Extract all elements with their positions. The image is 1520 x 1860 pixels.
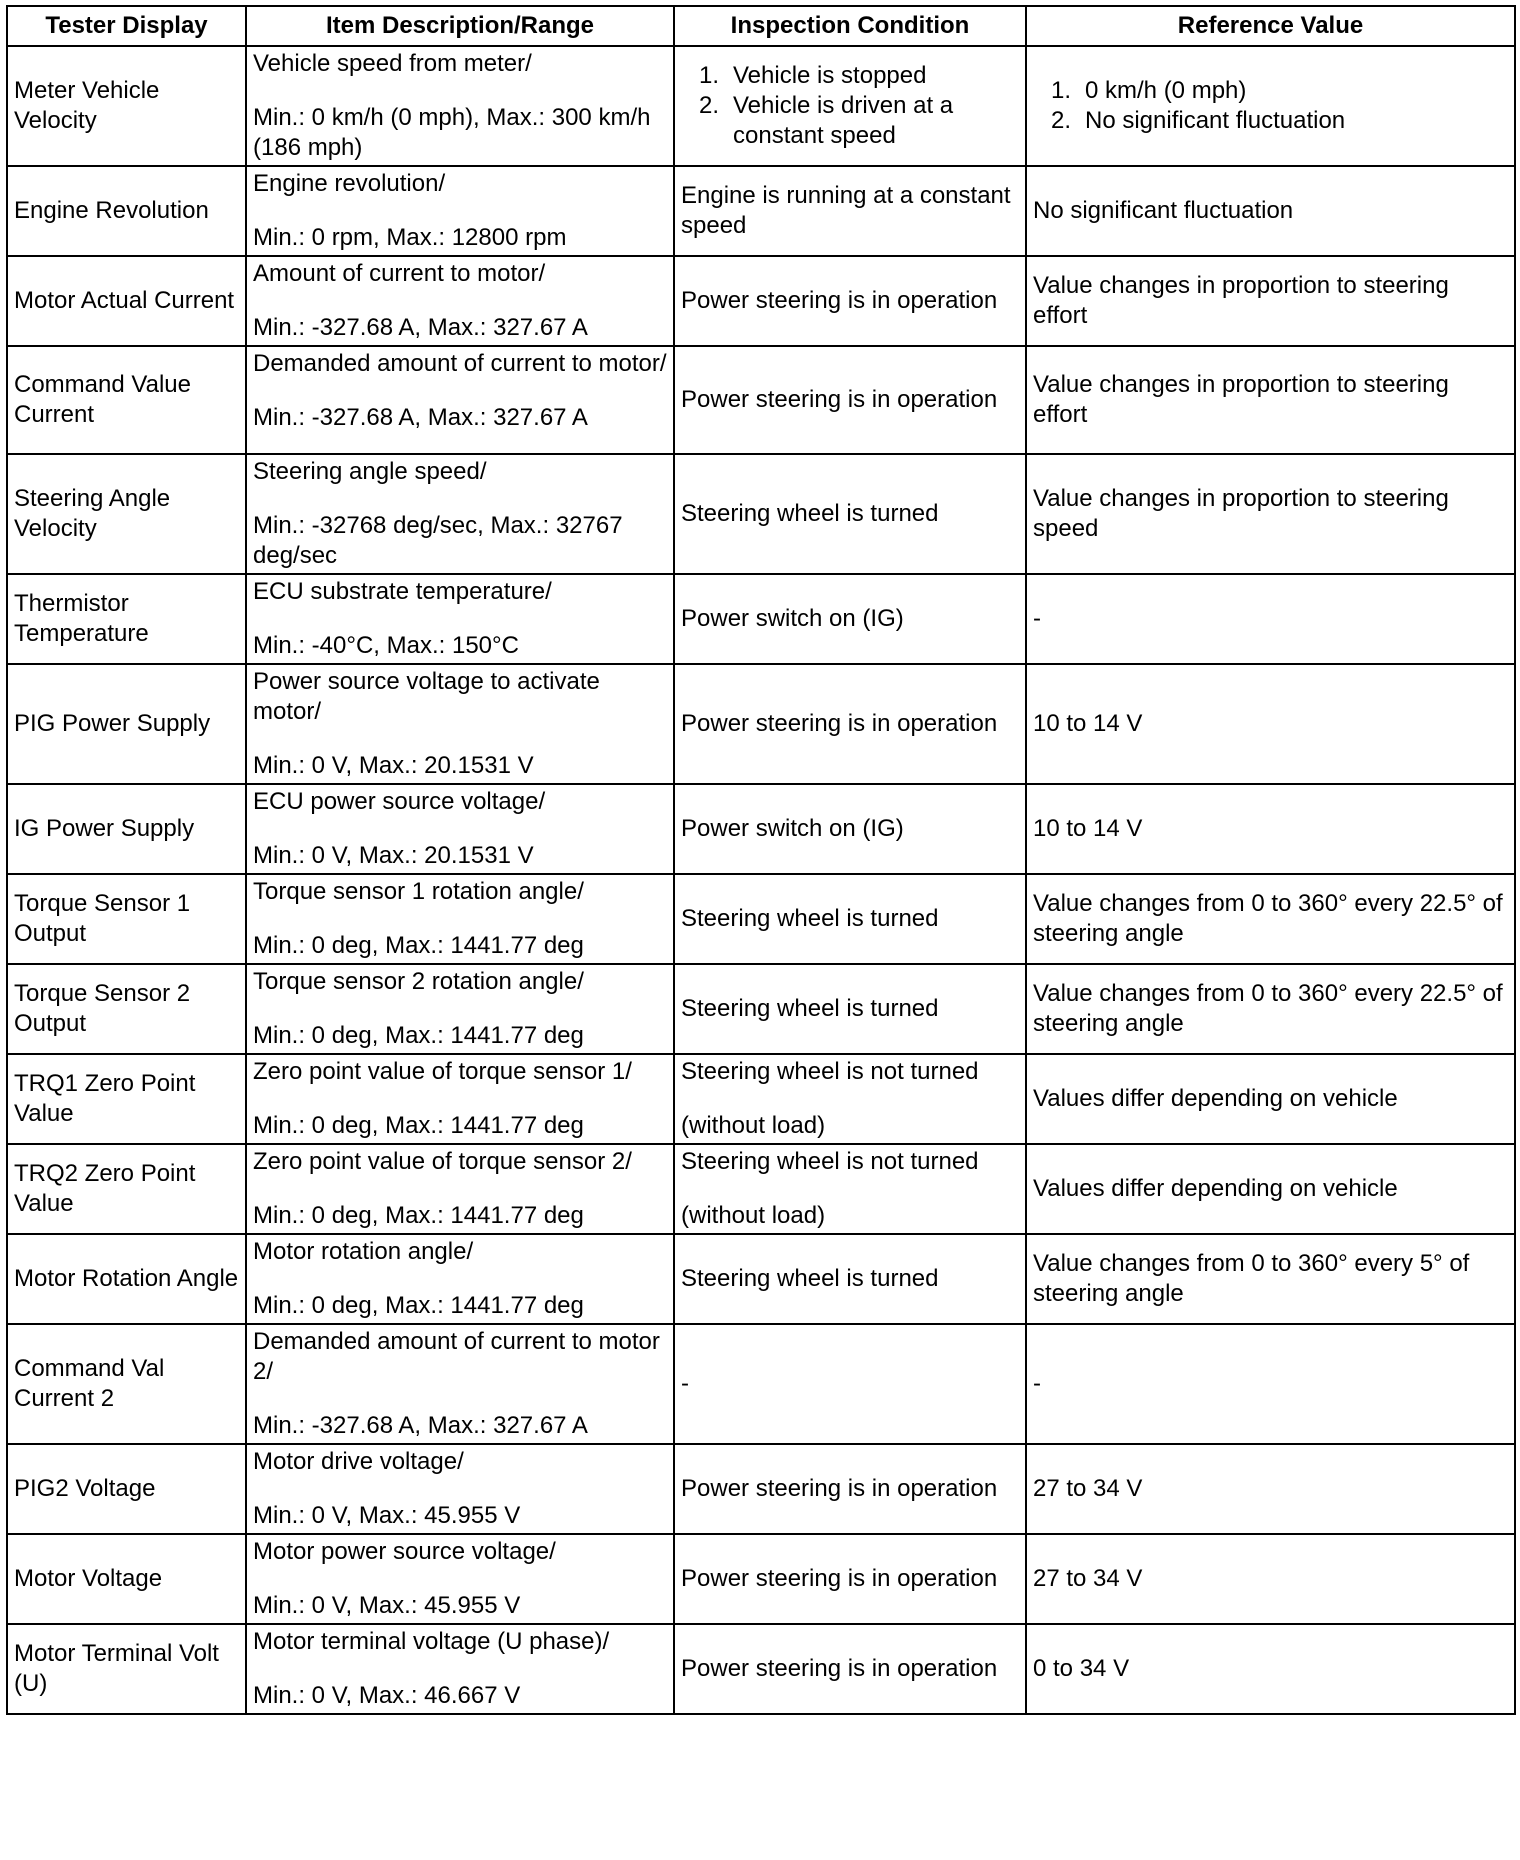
tester-display-cell bbox=[7, 574, 246, 664]
table-row bbox=[7, 1144, 1515, 1234]
reference-text: 10 to 14 V bbox=[1033, 815, 1143, 842]
table-row bbox=[7, 46, 1515, 166]
inspection-condition-cell bbox=[674, 574, 1026, 664]
item-description-text: Demanded amount of current to motor 2/ bbox=[253, 1328, 660, 1385]
tester-display-cell bbox=[7, 454, 246, 574]
tester-display-text: Meter Vehicle Velocity bbox=[14, 77, 160, 134]
tester-display-text: Thermistor Temperature bbox=[14, 590, 149, 647]
reference-text: No significant fluctuation bbox=[1033, 197, 1294, 224]
description-spacer bbox=[253, 1087, 667, 1111]
condition-text: Vehicle is stopped bbox=[733, 62, 927, 89]
item-description-text: ECU substrate temperature/ bbox=[253, 578, 552, 605]
tester-display-text: Engine Revolution bbox=[14, 197, 209, 224]
header-inspection-condition: Inspection Condition bbox=[674, 6, 1026, 46]
inspection-condition-cell bbox=[674, 454, 1026, 574]
reference-text: Value changes from 0 to 360° every 5° of steering angle bbox=[1033, 1250, 1470, 1307]
item-description-text: Torque sensor 2 rotation angle/ bbox=[253, 968, 584, 995]
condition-spacer bbox=[681, 1087, 1019, 1111]
table-row bbox=[7, 1444, 1515, 1534]
inspection-condition-cell bbox=[674, 46, 1026, 166]
item-range-text: Min.: 0 rpm, Max.: 12800 rpm bbox=[253, 224, 567, 251]
reference-value-cell bbox=[1026, 784, 1515, 874]
reference-value-cell bbox=[1026, 1444, 1515, 1534]
reference-value-cell bbox=[1026, 166, 1515, 256]
tester-display-cell bbox=[7, 346, 246, 454]
item-range-text: Min.: 0 V, Max.: 45.955 V bbox=[253, 1592, 521, 1619]
condition-text: Power switch on (IG) bbox=[681, 815, 904, 842]
reference-text: - bbox=[1033, 605, 1041, 632]
inspection-condition-cell bbox=[674, 1324, 1026, 1444]
description-spacer bbox=[253, 607, 667, 631]
tester-display-text: PIG2 Voltage bbox=[14, 1475, 156, 1502]
reference-value-cell bbox=[1026, 574, 1515, 664]
tester-display-cell bbox=[7, 46, 246, 166]
item-description-cell bbox=[246, 1324, 674, 1444]
tester-display-text: Torque Sensor 2 Output bbox=[14, 980, 191, 1037]
reference-value-cell bbox=[1026, 1324, 1515, 1444]
inspection-condition-cell bbox=[674, 1234, 1026, 1324]
tester-display-cell bbox=[7, 1624, 246, 1714]
header-row bbox=[7, 6, 1515, 46]
table-row bbox=[7, 664, 1515, 784]
item-description-cell bbox=[246, 1444, 674, 1534]
reference-value-cell bbox=[1026, 1054, 1515, 1144]
item-description-text: Zero point value of torque sensor 1/ bbox=[253, 1058, 632, 1085]
item-description-cell bbox=[246, 454, 674, 574]
table-row bbox=[7, 1234, 1515, 1324]
reference-text: 27 to 34 V bbox=[1033, 1475, 1143, 1502]
inspection-condition-cell bbox=[674, 874, 1026, 964]
item-description-cell bbox=[246, 46, 674, 166]
condition-text: Power switch on (IG) bbox=[681, 605, 904, 632]
condition-text: Power steering is in operation bbox=[681, 1565, 998, 1592]
reference-value-cell bbox=[1026, 874, 1515, 964]
condition-text: Steering wheel is turned bbox=[681, 995, 939, 1022]
item-description-text: Steering angle speed/ bbox=[253, 458, 487, 485]
description-spacer bbox=[253, 1387, 667, 1411]
condition-text: - bbox=[681, 1370, 689, 1397]
tester-display-text: Command Val Current 2 bbox=[14, 1355, 165, 1412]
tester-display-text: IG Power Supply bbox=[14, 815, 195, 842]
table-row bbox=[7, 784, 1515, 874]
tester-display-text: Motor Voltage bbox=[14, 1565, 163, 1592]
inspection-condition-cell bbox=[674, 1144, 1026, 1234]
item-description-text: Motor terminal voltage (U phase)/ bbox=[253, 1628, 610, 1655]
inspection-condition-cell bbox=[674, 256, 1026, 346]
item-range-text: Min.: -40°C, Max.: 150°C bbox=[253, 632, 519, 659]
table-row bbox=[7, 1324, 1515, 1444]
table-row bbox=[7, 574, 1515, 664]
item-description-cell bbox=[246, 256, 674, 346]
item-description-cell bbox=[246, 1534, 674, 1624]
item-range-text: Min.: 0 V, Max.: 46.667 V bbox=[253, 1682, 521, 1709]
table-row bbox=[7, 1054, 1515, 1144]
table-row bbox=[7, 1624, 1515, 1714]
condition-text: Steering wheel is turned bbox=[681, 1265, 939, 1292]
condition-list bbox=[681, 61, 1019, 151]
condition-text: (without load) bbox=[681, 1112, 826, 1139]
tester-display-cell bbox=[7, 256, 246, 346]
item-range-text: Min.: 0 deg, Max.: 1441.77 deg bbox=[253, 932, 584, 959]
reference-text: Value changes from 0 to 360° every 22.5° of steering angle bbox=[1033, 890, 1503, 947]
description-spacer bbox=[253, 1657, 667, 1681]
inspection-condition-cell bbox=[674, 1054, 1026, 1144]
description-spacer bbox=[253, 199, 667, 223]
reference-value-cell bbox=[1026, 664, 1515, 784]
reference-text: Values differ depending on vehicle bbox=[1033, 1085, 1398, 1112]
header-reference-value: Reference Value bbox=[1026, 6, 1515, 46]
condition-text: Power steering is in operation bbox=[681, 386, 998, 413]
condition-list-item bbox=[681, 91, 1019, 151]
condition-text: Vehicle is driven at a constant speed bbox=[733, 92, 954, 149]
reference-value-cell bbox=[1026, 256, 1515, 346]
condition-text: Power steering is in operation bbox=[681, 1475, 998, 1502]
tester-data-table bbox=[6, 5, 1516, 1715]
reference-value-cell bbox=[1026, 1534, 1515, 1624]
item-description-cell bbox=[246, 1054, 674, 1144]
description-spacer bbox=[253, 1267, 667, 1291]
condition-list-item bbox=[681, 61, 1019, 91]
item-description-text: Motor rotation angle/ bbox=[253, 1238, 474, 1265]
description-spacer bbox=[253, 997, 667, 1021]
tester-display-cell bbox=[7, 1534, 246, 1624]
tester-display-cell bbox=[7, 1144, 246, 1234]
item-description-cell bbox=[246, 664, 674, 784]
item-description-text: Motor drive voltage/ bbox=[253, 1448, 464, 1475]
tester-display-text: Motor Actual Current bbox=[14, 287, 235, 314]
tester-display-cell bbox=[7, 1324, 246, 1444]
description-spacer bbox=[253, 727, 667, 751]
inspection-condition-cell bbox=[674, 346, 1026, 454]
reference-text: Value changes in proportion to steering effort bbox=[1033, 272, 1449, 329]
description-spacer bbox=[253, 487, 667, 511]
tester-display-text: Steering Angle Velocity bbox=[14, 485, 171, 542]
tester-display-cell bbox=[7, 1054, 246, 1144]
description-spacer bbox=[253, 1477, 667, 1501]
inspection-condition-cell bbox=[674, 664, 1026, 784]
tester-display-text: TRQ2 Zero Point Value bbox=[14, 1160, 196, 1217]
item-range-text: Min.: 0 V, Max.: 45.955 V bbox=[253, 1502, 521, 1529]
list-number: 2. bbox=[1051, 107, 1072, 134]
header-tester-display: Tester Display bbox=[7, 6, 246, 46]
item-range-text: Min.: 0 deg, Max.: 1441.77 deg bbox=[253, 1202, 584, 1229]
reference-list bbox=[1033, 76, 1508, 136]
item-range-text: Min.: -32768 deg/sec, Max.: 32767 deg/sec bbox=[253, 512, 623, 569]
condition-text: Power steering is in operation bbox=[681, 1655, 998, 1682]
inspection-condition-cell bbox=[674, 1444, 1026, 1534]
condition-text: (without load) bbox=[681, 1202, 826, 1229]
tester-display-cell bbox=[7, 664, 246, 784]
condition-text: Engine is running at a constant speed bbox=[681, 182, 1011, 239]
tester-display-text: TRQ1 Zero Point Value bbox=[14, 1070, 196, 1127]
item-description-cell bbox=[246, 346, 674, 454]
reference-value-cell bbox=[1026, 46, 1515, 166]
item-description-cell bbox=[246, 874, 674, 964]
item-range-text: Min.: -327.68 A, Max.: 327.67 A bbox=[253, 314, 588, 341]
reference-text: 27 to 34 V bbox=[1033, 1565, 1143, 1592]
inspection-condition-cell bbox=[674, 964, 1026, 1054]
condition-stack bbox=[681, 1147, 1019, 1231]
tester-display-text: Motor Terminal Volt (U) bbox=[14, 1640, 219, 1697]
list-number: 1. bbox=[1051, 77, 1072, 104]
item-range-text: Min.: 0 V, Max.: 20.1531 V bbox=[253, 842, 534, 869]
item-description-cell bbox=[246, 166, 674, 256]
inspection-condition-cell bbox=[674, 1624, 1026, 1714]
item-range-text: Min.: -327.68 A, Max.: 327.67 A bbox=[253, 1412, 588, 1439]
tester-display-cell bbox=[7, 1444, 246, 1534]
table-row bbox=[7, 874, 1515, 964]
document-page bbox=[6, 5, 1514, 1715]
reference-value-cell bbox=[1026, 1234, 1515, 1324]
reference-value-cell bbox=[1026, 346, 1515, 454]
tester-display-text: Torque Sensor 1 Output bbox=[14, 890, 191, 947]
tester-display-cell bbox=[7, 166, 246, 256]
description-spacer bbox=[253, 289, 667, 313]
item-range-text: Min.: 0 deg, Max.: 1441.77 deg bbox=[253, 1112, 584, 1139]
condition-text: Steering wheel is not turned bbox=[681, 1148, 979, 1175]
reference-text: Value changes from 0 to 360° every 22.5° of steering angle bbox=[1033, 980, 1503, 1037]
condition-text: Steering wheel is turned bbox=[681, 500, 939, 527]
tester-display-cell bbox=[7, 964, 246, 1054]
table-row bbox=[7, 166, 1515, 256]
item-description-cell bbox=[246, 784, 674, 874]
table-row bbox=[7, 346, 1515, 454]
condition-text: Power steering is in operation bbox=[681, 287, 998, 314]
item-range-text: Min.: 0 km/h (0 mph), Max.: 300 km/h (186 mph) bbox=[253, 104, 651, 161]
table-row bbox=[7, 1534, 1515, 1624]
reference-text: 0 km/h (0 mph) bbox=[1085, 77, 1247, 104]
description-spacer bbox=[253, 907, 667, 931]
reference-value-cell bbox=[1026, 964, 1515, 1054]
description-spacer bbox=[253, 79, 667, 103]
list-number: 2. bbox=[699, 92, 720, 119]
item-description-text: Zero point value of torque sensor 2/ bbox=[253, 1148, 632, 1175]
item-description-cell bbox=[246, 1234, 674, 1324]
reference-text: 10 to 14 V bbox=[1033, 710, 1143, 737]
table-row bbox=[7, 454, 1515, 574]
reference-value-cell bbox=[1026, 1624, 1515, 1714]
list-number: 1. bbox=[699, 62, 720, 89]
item-description-text: Amount of current to motor/ bbox=[253, 260, 546, 287]
item-description-cell bbox=[246, 1144, 674, 1234]
tester-display-cell bbox=[7, 784, 246, 874]
item-range-text: Min.: 0 deg, Max.: 1441.77 deg bbox=[253, 1292, 584, 1319]
condition-text: Steering wheel is not turned bbox=[681, 1058, 979, 1085]
item-description-cell bbox=[246, 964, 674, 1054]
item-description-text: ECU power source voltage/ bbox=[253, 788, 546, 815]
tester-display-cell bbox=[7, 1234, 246, 1324]
table-row bbox=[7, 964, 1515, 1054]
item-description-text: Power source voltage to activate motor/ bbox=[253, 668, 600, 725]
item-range-text: Min.: -327.68 A, Max.: 327.67 A bbox=[253, 404, 588, 431]
table-row bbox=[7, 256, 1515, 346]
item-description-text: Motor power source voltage/ bbox=[253, 1538, 556, 1565]
header-item-description: Item Description/Range bbox=[246, 6, 674, 46]
reference-text: Value changes in proportion to steering effort bbox=[1033, 371, 1449, 428]
tester-display-text: Motor Rotation Angle bbox=[14, 1265, 239, 1292]
item-description-text: Engine revolution/ bbox=[253, 170, 446, 197]
description-spacer bbox=[253, 1177, 667, 1201]
reference-text: 0 to 34 V bbox=[1033, 1655, 1130, 1682]
inspection-condition-cell bbox=[674, 1534, 1026, 1624]
description-spacer bbox=[253, 817, 667, 841]
tester-display-cell bbox=[7, 874, 246, 964]
reference-value-cell bbox=[1026, 1144, 1515, 1234]
item-description-cell bbox=[246, 1624, 674, 1714]
reference-text: Values differ depending on vehicle bbox=[1033, 1175, 1398, 1202]
reference-value-cell bbox=[1026, 454, 1515, 574]
item-description-text: Demanded amount of current to motor/ bbox=[253, 350, 667, 377]
reference-text: No significant fluctuation bbox=[1085, 107, 1346, 134]
condition-spacer bbox=[681, 1177, 1019, 1201]
inspection-condition-cell bbox=[674, 166, 1026, 256]
condition-stack bbox=[681, 1057, 1019, 1141]
condition-text: Power steering is in operation bbox=[681, 710, 998, 737]
reference-text: Value changes in proportion to steering speed bbox=[1033, 485, 1449, 542]
tester-display-text: Command Value Current bbox=[14, 371, 191, 428]
item-description-text: Vehicle speed from meter/ bbox=[253, 50, 532, 77]
item-range-text: Min.: 0 deg, Max.: 1441.77 deg bbox=[253, 1022, 584, 1049]
condition-text: Steering wheel is turned bbox=[681, 905, 939, 932]
reference-text: - bbox=[1033, 1370, 1041, 1397]
inspection-condition-cell bbox=[674, 784, 1026, 874]
item-description-cell bbox=[246, 574, 674, 664]
item-range-text: Min.: 0 V, Max.: 20.1531 V bbox=[253, 752, 534, 779]
description-spacer bbox=[253, 1567, 667, 1591]
table-body bbox=[7, 46, 1515, 1714]
reference-list-item bbox=[1033, 106, 1508, 136]
reference-list-item bbox=[1033, 76, 1508, 106]
description-spacer bbox=[253, 379, 667, 403]
item-description-text: Torque sensor 1 rotation angle/ bbox=[253, 878, 584, 905]
tester-display-text: PIG Power Supply bbox=[14, 710, 211, 737]
